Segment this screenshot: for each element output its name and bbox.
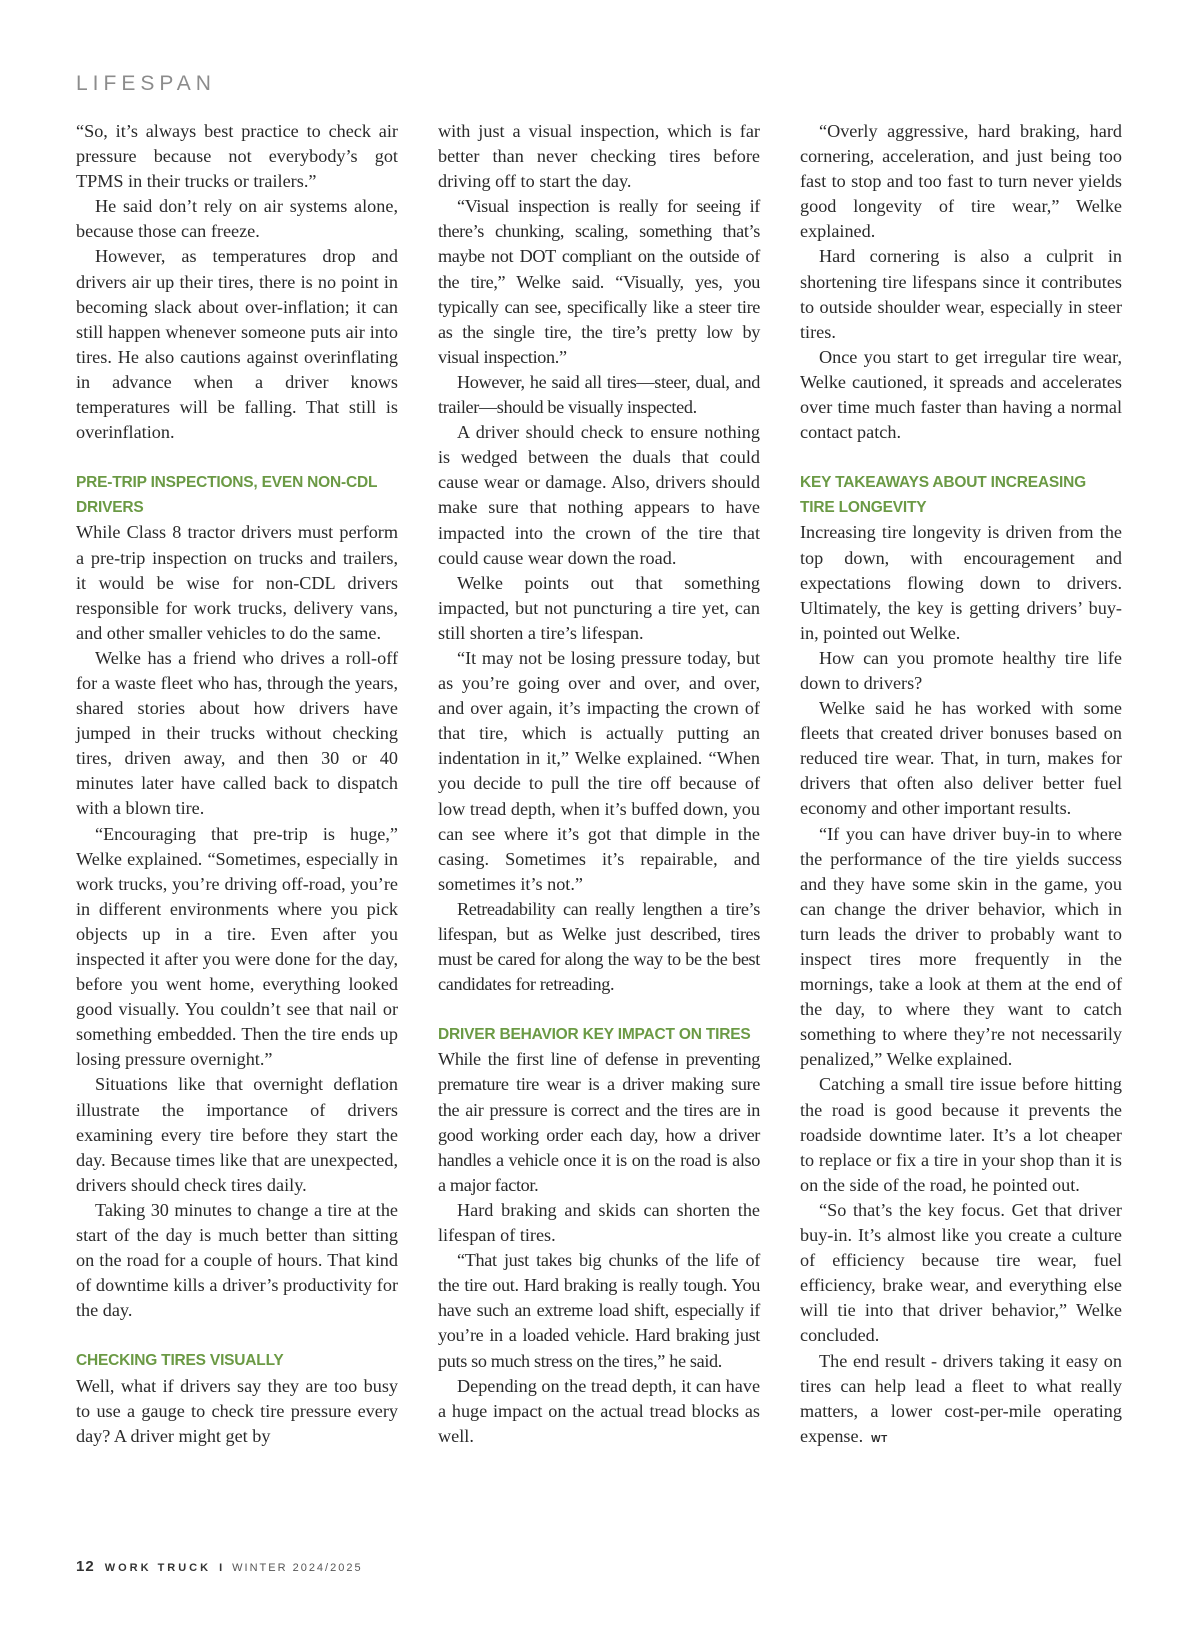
paragraph: Retreadability can really lengthen a tire’s lifespan, but as Welke just described, tires must be cared for along the way to be the best candidates for retreading. (438, 898, 760, 995)
paragraph: How can you promote healthy tire life down to drivers? (800, 647, 1122, 693)
paragraph: “Encouraging that pre-trip is huge,” Welke explained. “Sometimes, especially in work trucks, you’re driving off-road, you’re in different environments where you pick objects up in a tire. Even after you inspected it after you were done for the day, before you went home, everything looked good visually. You couldn’t see that nail or something embedded. Then the tire ends up losing pressure overnight.” (76, 823, 398, 1070)
paragraph: Hard braking and skids can shorten the lifespan of tires. (438, 1199, 760, 1246)
paragraph: Once you start to get irregular tire wear, Welke cautioned, it spreads and accelerates over time much faster than having a normal contact patch. (800, 346, 1122, 443)
paragraph-final (800, 1349, 1122, 1452)
paragraph: Hard cornering is also a culprit in shortening tire lifespans since it contributes to outside shoulder wear, especially in steer tires. (800, 246, 1122, 342)
article-columns (76, 119, 1122, 1452)
subheading: CHECKING TIRES VISUALLY (76, 1352, 284, 1370)
paragraph: However, he said all tires—steer, dual, and trailer—should be visually inspected. (438, 371, 760, 418)
paragraph: While Class 8 tractor drivers must perform a pre-trip inspection on trucks and trailers, it would be wise for non-CDL drivers responsible for work trucks, delivery vans, and other smaller vehicles to do the same. (76, 522, 398, 643)
paragraph: Depending on the tread depth, it can have a huge impact on the actual tread blocks as well. (438, 1375, 761, 1446)
paragraph: “It may not be losing pressure today, but as you’re going over and over, and over, and over again, it’s impacting the crown of that tire, which is actually putting an indentation in it,” Welke explained. “When you decide to pull the tire off because of low tread depth, when it’s buffed down, you can see where it’s got that dimple in the casing. Sometimes it’s repairable, and sometimes it’s not.” (438, 647, 760, 894)
paragraph: Taking 30 minutes to change a tire at the start of the day is much better than sitting on the road for a couple of hours. That kind of downtime kills a driver’s productivity for the day. (76, 1199, 398, 1321)
paragraph: “That just takes big chunks of the life of the tire out. Hard braking is really tough. You have such an extreme load shift, especially if you’re in a loaded vehicle. Hard braking just puts so much stress on the tires,” he said. (438, 1250, 760, 1371)
subheading: DRIVER BEHAVIOR KEY IMPACT ON TIRES (438, 1026, 751, 1044)
paragraph: “Overly aggressive, hard braking, hard cornering, acceleration, and just being too fast to stop and too fast to turn never yields good longevity of tire wear,” Welke explained. (800, 121, 1122, 242)
paragraph: Welke said he has worked with some fleets that created driver bonuses based on reduced tire wear. That, in turn, makes for drivers that often also deliver better fuel economy and other important results. (800, 698, 1122, 819)
column-2 (438, 119, 760, 1452)
paragraph: “Visual inspection is really for seeing if there’s chunking, scaling, something that’s maybe not DOT compliant on the outside of the tire,” Welke said. “Visually, yes, you typically can see, specifically like a steer tire as the single tire, the tire’s pretty low by visual inspection.” (438, 196, 760, 367)
magazine-name: WORK TRUCK (104, 1562, 212, 1574)
footer-separator: I (219, 1562, 225, 1574)
page-footer (76, 1558, 363, 1575)
paragraph: He said don’t rely on air systems alone, because those can freeze. (76, 196, 398, 242)
page-number: 12 (76, 1558, 95, 1575)
paragraph: Situations like that overnight deflation illustrate the importance of drivers examining every tire before they start the day. Because times like that are unexpected, drivers should check tires daily. (76, 1074, 398, 1195)
end-mark-logo: WT (871, 1433, 888, 1445)
paragraph: with just a visual inspection, which is far better than never checking tires before driving off to start the day. (438, 121, 760, 192)
paragraph: Welke points out that something impacted, but not puncturing a tire yet, can still shorten a tire’s lifespan. (438, 572, 760, 643)
subheading: PRE-TRIP INSPECTIONS, EVEN NON-CDL DRIVERS (76, 474, 377, 517)
column-3 (800, 119, 1122, 1452)
subheading: KEY TAKEAWAYS ABOUT INCREASING TIRE LONGEVITY (800, 474, 1086, 517)
paragraph: “So that’s the key focus. Get that driver buy-in. It’s almost like you create a culture of efficiency because tire wear, fuel efficiency, brake wear, and everything else will tie into that driver behavior,” Welke concluded. (800, 1199, 1122, 1346)
paragraph: While the first line of defense in preventing premature tire wear is a driver making sure the air pressure is correct and the tires are in good working order each day, how a driver handles a vehicle once it is on the road is also a major factor. (438, 1049, 760, 1195)
section-label: LIFESPAN (76, 72, 216, 95)
paragraph: “If you can have driver buy-in to where the performance of the tire yields success and they have some skin in the game, you can change the driver behavior, which in turn leads the driver to probably want to inspect tires more frequently in the mornings, take a look at them at the end of the day, to where they want to catch something to where they’re not necessarily penalized,” Welke explained. (800, 823, 1122, 1070)
paragraph: However, as temperatures drop and drivers air up their tires, there is no point in becoming slack about over-inflation; it can still happen whenever someone puts air into tires. He also cautions against overinflating in advance when a driver knows temperatures will be falling. That still is overinflation. (76, 246, 398, 443)
paragraph: Well, what if drivers say they are too busy to use a gauge to check tire pressure every day? A driver might get by (76, 1375, 398, 1446)
paragraph: A driver should check to ensure nothing is wedged between the duals that could cause wear or damage. Also, drivers should make sure that nothing appears to have impacted into the crown of the tire that could cause wear down the road. (438, 422, 760, 568)
paragraph: Increasing tire longevity is driven from the top down, with encouragement and expectations flowing down to drivers. Ultimately, the key is getting drivers’ buy-in, pointed out Welke. (800, 522, 1122, 643)
paragraph: Welke has a friend who drives a roll-off for a waste fleet who has, through the years, shared stories about how drivers have jumped in their trucks without checking tires, driven away, and then 30 or 40 minutes later have called back to dispatch with a blown tire. (76, 647, 398, 819)
issue-date: WINTER 2024/2025 (232, 1562, 363, 1574)
column-1 (76, 119, 398, 1452)
paragraph-text: The end result - drivers taking it easy on tires can help lead a fleet to what really matters, a lower cost-per-mile operating expense. (800, 1350, 1122, 1446)
paragraph: “So, it’s always best practice to check air pressure because not everybody’s got TPMS in their trucks or trailers.” (76, 121, 398, 192)
paragraph: Catching a small tire issue before hitting the road is good because it prevents the roadside downtime later. It’s a lot cheaper to replace or fix a tire in your shop than it is on the side of the road, he pointed out. (800, 1074, 1122, 1195)
